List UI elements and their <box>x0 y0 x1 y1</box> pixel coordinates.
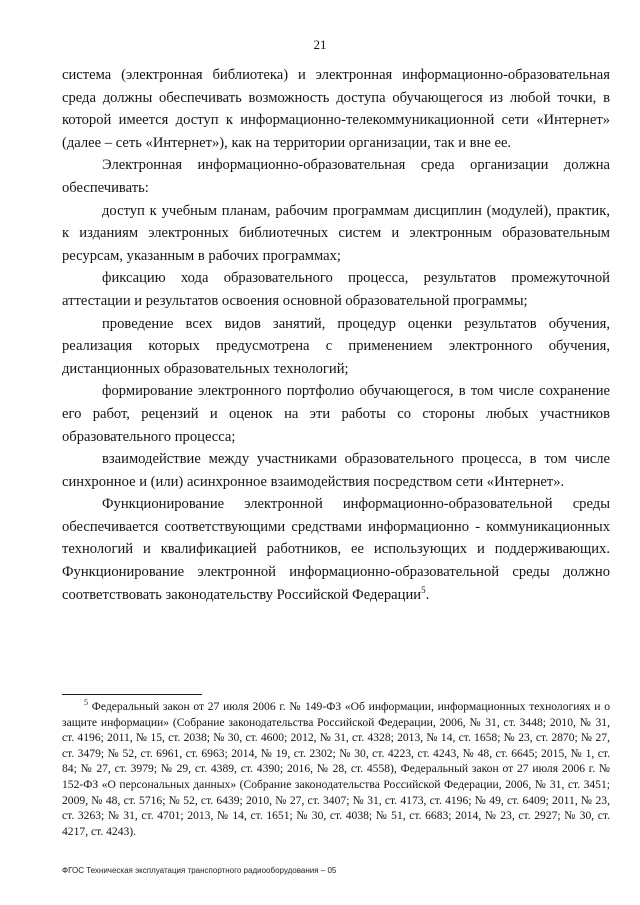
body-text <box>62 64 610 606</box>
paragraph-conducting: проведение всех видов занятий, процедур оценки результатов обучения, реализация которых предусмотрена с применением электронного обучения, дистанционных образовательных технологий; <box>62 315 610 377</box>
footnote <box>62 699 610 839</box>
paragraph-portfolio: формирование электронного портфолио обучающегося, в том числе сохранение его работ, рецензий и оценок на эти работы со стороны любых участников образовательного процесса; <box>62 383 610 445</box>
paragraph-recording: фиксацию хода образовательного процесса, результатов промежуточной аттестации и результатов освоения основной образовательной программы; <box>62 270 610 309</box>
paragraph-functioning-text: Функционирование электронной информационно-образовательной среды обеспечивается соответствующими средствами информационно - коммуникационных технологий и квалификацией работников, ее использующих и поддерживающих. Функционирование электронной информационно-образовательной среды должно соответствовать законодательству Российской Федерации <box>62 496 610 603</box>
paragraph-continuation: система (электронная библиотека) и электронная информационно-образовательная среда должны обеспечивать возможность доступа обучающегося из любой точки, в которой имеется доступ к информационно-телекоммуникационной сети «Интернет» (далее – сеть «Интернет»), как на территории организации, так и вне ее. <box>62 67 610 151</box>
paragraph-access: доступ к учебным планам, рабочим программам дисциплин (модулей), практик, к изданиям электронных библиотечных систем и электронным образовательным ресурсам, указанным в рабочих программах; <box>62 202 610 264</box>
page-number: 21 <box>313 37 327 52</box>
footnote-separator <box>62 694 202 695</box>
footnote-reference[interactable]: 5 <box>421 584 426 595</box>
footnote-marker: 5 <box>84 698 88 708</box>
paragraph-functioning: Функционирование электронной информационно-образовательной среды обеспечивается соответствующими средствами информационно - коммуникационных технологий и квалификацией работников, ее использующих и поддерживающих. Функционирование электронной информационно-образовательной среды должно соответствовать законодательству Российской Федерации$^5$. <box>62 496 610 603</box>
page-footer: ФГОС Техническая эксплуатация транспортного радиооборудования – 05 <box>62 866 337 875</box>
footnote-paragraph <box>62 699 610 839</box>
footnote-text: Федеральный закон от 27 июля 2006 г. № 149-ФЗ «Об информации, информационных технологиях и о защите информации» (Собрание законодательства Российской Федерации, 2006, № 31, ст. 3448; 2010, № 31, ст. 4196; 2011, № 15, ст. 2038; № 30, ст. 4600; 2012, № 31, ст. 4328; 2013, № 14, ст. 1658; № 23, ст. 2870; № 27, ст. 3479; № 52, ст. 6961, ст. 6963; 2014, № 19, ст. 2302; № 30, ст. 4223, ст. 4243, № 48, ст. 6645; 2015, № 1, ст. 84; № 27, ст. 3979; № 29, ст. 4389, ст. 4390; 2016, № 28, ст. 4558), Федеральный закон от 27 июля 2006 г. № 152-ФЗ «О персональных данных» (Собрание законодательства Российской Федерации, 2006, № 31, ст. 3451; 2009, № 48, ст. 5716; № 52, ст. 6439; 2010, № 27, ст. 3407; № 31, ст. 4173, ст. 4196; № 49, ст. 6409; 2011, № 23, ст. 3263; № 31, ст. 4701; 2013, № 14, ст. 1651; № 30, ст. 4038; № 51, ст. 6683; 2014, № 23, ст. 2927; № 30, ст. 4217, ст. 4243). <box>62 700 610 838</box>
paragraph-interaction: взаимодействие между участниками образовательного процесса, в том числе синхронное и (или) асинхронное взаимодействия посредством сети «Интернет». <box>62 451 610 490</box>
paragraph-eios-intro: Электронная информационно-образовательная среда организации должна обеспечивать: <box>62 157 610 196</box>
